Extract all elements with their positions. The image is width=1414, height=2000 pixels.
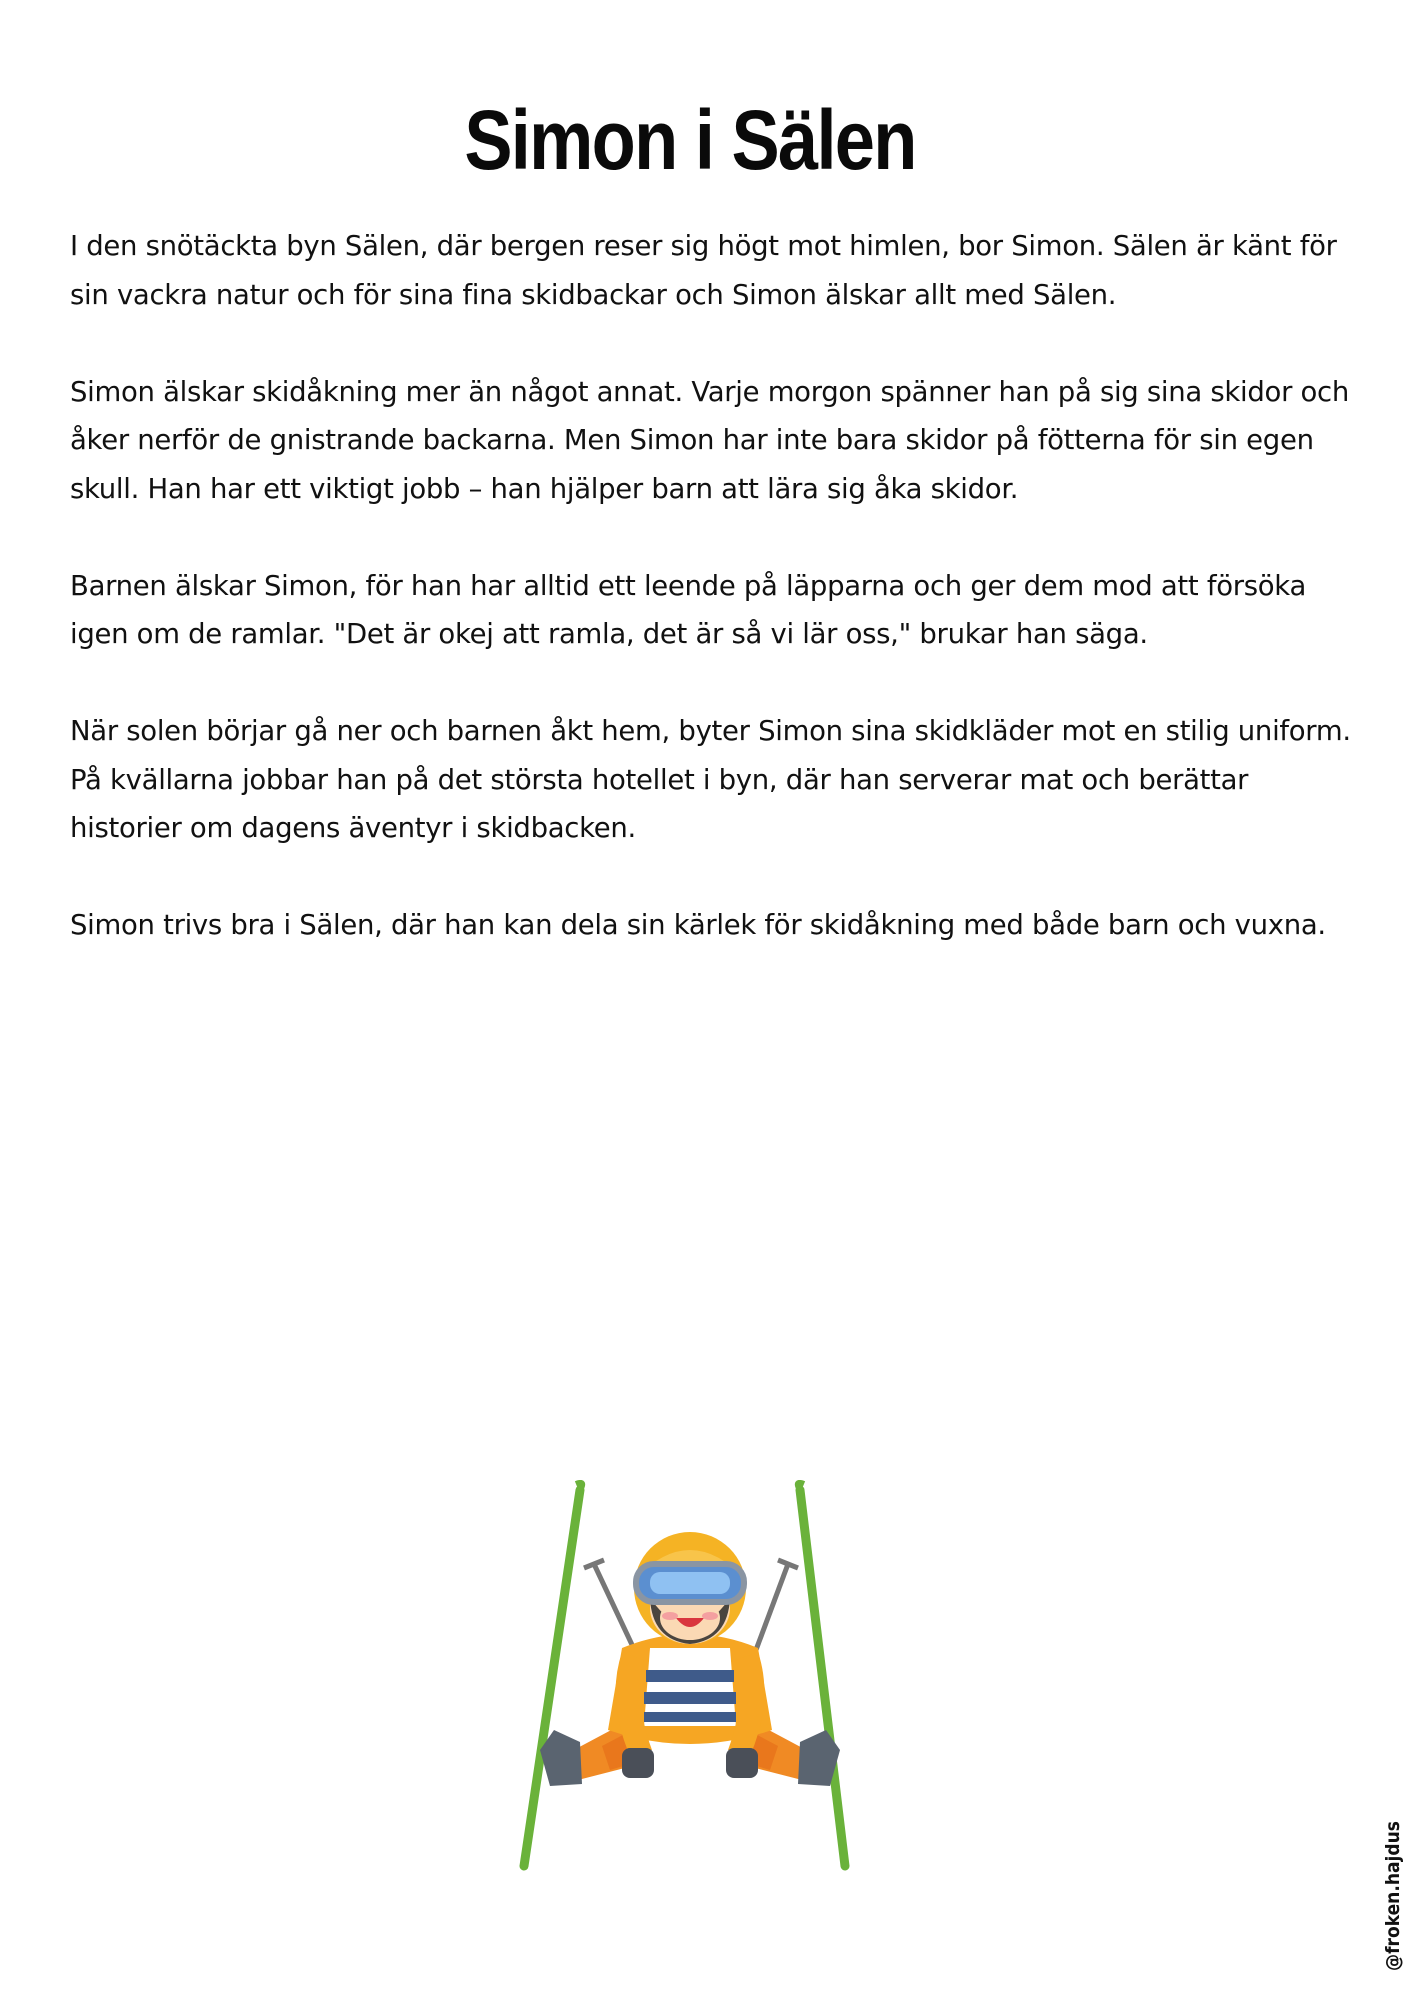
author-handle-text: @froken.hajdus bbox=[1382, 1821, 1404, 1971]
paragraph-1: I den snötäckta byn Sälen, där bergen reser sig högt mot himlen, bor Simon. Sälen är känt för sin vackra natur och för sina fina skidbackar och Simon älskar allt med Sälen. bbox=[70, 230, 1337, 311]
author-handle bbox=[1378, 1796, 1408, 1996]
story-text bbox=[70, 222, 1360, 998]
skier-illustration bbox=[510, 1480, 870, 1880]
gloves bbox=[622, 1748, 758, 1778]
page-title: Simon i Sälen bbox=[464, 93, 916, 187]
paragraph-3: Barnen älskar Simon, för han har alltid ett leende på läpparna och ger dem mod att försöka igen om de ramlar. "Det är okej att ramla, det är så vi lär oss," brukar han säga. bbox=[70, 569, 1307, 650]
paragraph-4: När solen börjar gå ner och barnen åkt hem, byter Simon sina skidkläder mot en stilig uniform. På kvällarna jobbar han på det största hotellet i byn, där han serverar mat och berättar historier om dagens äventyr i skidbacken. bbox=[70, 715, 1351, 844]
head bbox=[634, 1532, 746, 1644]
paragraph-5: Simon trivs bra i Sälen, där han kan dela sin kärlek för skidåkning med både barn och vuxna. bbox=[70, 909, 1326, 941]
paragraph-2: Simon älskar skidåkning mer än något annat. Varje morgon spänner han på sig sina skidor och åker nerför de gnistrande backarna. Men Simon har inte bara skidor på fötterna för sin egen skull. Han har ett viktigt jobb – han hjälper barn att lära sig åka skidor. bbox=[70, 375, 1349, 505]
